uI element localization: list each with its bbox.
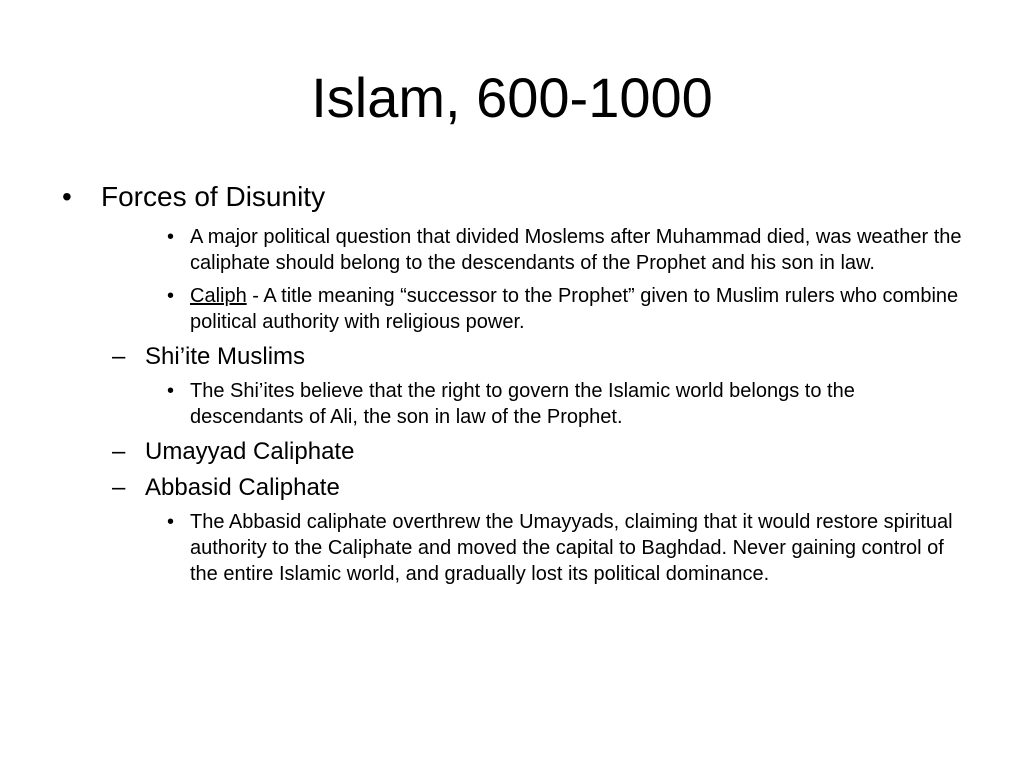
dash-marker: – (112, 438, 126, 465)
dash-text: Shi’ite Muslims (145, 343, 306, 370)
sub-bullet-abbasid-description (0, 509, 970, 587)
bullet-marker: • (62, 181, 72, 212)
dash-text: Abbasid Caliphate (145, 474, 340, 501)
dash-item-abbasid-caliphate (0, 473, 965, 503)
sub-bullet-shiite-belief (0, 378, 970, 430)
dash-item-umayyad-caliphate (0, 437, 965, 467)
slide-title: Islam, 600-1000 (311, 66, 713, 129)
definition-text: - A title meaning “successor to the Prophet” given to Muslim rulers who combine political authority with religious power. (190, 285, 959, 333)
sub-bullet-caliph-definition (0, 283, 970, 335)
term-caliph: Caliph (190, 285, 247, 307)
dash-marker: – (112, 474, 126, 501)
sub-bullet-political-question (0, 224, 970, 276)
bullet-text: The Shi’ites believe that the right to govern the Islamic world belongs to the descendants of Ali, the son in law of the Prophet. (190, 380, 855, 428)
bullet-marker: • (167, 511, 175, 533)
bullet-marker: • (167, 380, 175, 402)
dash-marker: – (112, 343, 126, 370)
bullet-text: The Abbasid caliphate overthrew the Umayyads, claiming that it would restore spiritual authority to the Caliphate and moved the capital to Baghdad. Never gaining control of the entire Islamic world, and gradually lost its political dominance. (190, 511, 953, 585)
dash-text: Umayyad Caliphate (145, 438, 355, 465)
bullet-text: A major political question that divided Moslems after Muhammad died, was weather the caliphate should belong to the descendants of the Prophet and his son in law. (190, 226, 962, 274)
bullet-marker: • (167, 226, 175, 248)
dash-item-shiite-muslims (0, 342, 965, 372)
bullet-text: Forces of Disunity (101, 181, 326, 212)
bullet-marker: • (167, 285, 175, 307)
bullet-forces-of-disunity (0, 180, 981, 214)
slide-content (0, 180, 1024, 594)
